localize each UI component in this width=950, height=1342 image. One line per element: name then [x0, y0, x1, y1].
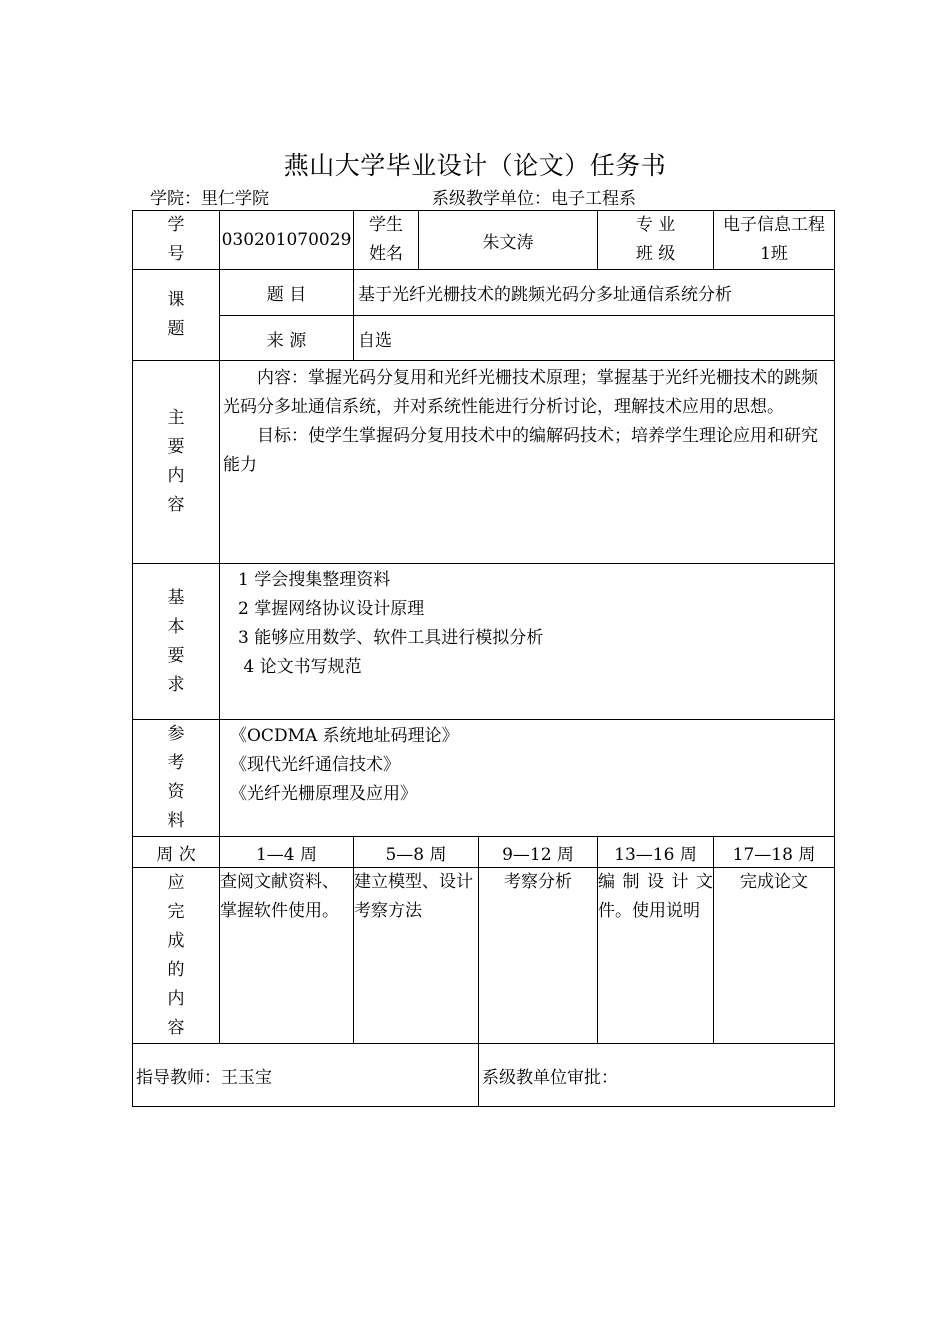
main-content-row	[133, 361, 835, 564]
references-list	[220, 720, 834, 809]
department-approval: 系级教单位审批：	[479, 1044, 835, 1107]
week-1-4: 1—4 周	[220, 837, 354, 868]
task-weeks-1-4: 查阅文献资料、掌握软件使用。	[220, 868, 354, 1044]
references-row	[133, 720, 835, 837]
signature-row	[133, 1044, 835, 1107]
student-id-value: 030201070029	[220, 211, 354, 270]
college-info: 学院：里仁学院	[150, 189, 269, 209]
topic-section-label: 课 题	[133, 270, 220, 361]
major-class-label: 专 业 班 级	[598, 211, 714, 270]
topic-title-value: 基于光纤光栅技术的跳频光码分多址通信系统分析	[354, 270, 835, 316]
content-cell	[220, 361, 835, 564]
list-item: 《现代光纤通信技术》	[230, 755, 400, 775]
content-paragraph: 内容：掌握光码分复用和光纤光栅技术原理；掌握基于光纤光栅技术的跳频光码分多址通信系统，并对系统性能进行分析讨论，理解技术应用的思想。	[223, 368, 818, 417]
requirements-cell	[220, 564, 835, 720]
goal-paragraph: 目标：使学生掌握码分复用技术中的编解码技术；培养学生理论应用和研究能力	[223, 426, 818, 475]
requirements-list	[220, 564, 834, 682]
week-header-row	[133, 837, 835, 868]
list-item: 《OCDMA 系统地址码理论》	[230, 726, 459, 746]
student-id-label: 学 号	[133, 211, 220, 270]
topic-source-label: 来 源	[220, 316, 354, 361]
topic-title-row	[133, 270, 835, 316]
task-weeks-17-18: 完成论文	[714, 868, 835, 1044]
tasks-section-label: 应 完 成 的 内 容	[133, 868, 220, 1044]
task-weeks-5-8: 建立模型、设计考察方法	[354, 868, 479, 1044]
department-info: 系级教学单位：电子工程系	[432, 189, 636, 209]
week-5-8: 5—8 周	[354, 837, 479, 868]
requirements-section-label: 基 本 要 求	[133, 564, 220, 720]
list-item: 2 掌握网络协议设计原理	[238, 599, 425, 619]
list-item: 1 学会搜集整理资料	[238, 570, 391, 590]
week-label: 周 次	[133, 837, 220, 868]
week-17-18: 17—18 周	[714, 837, 835, 868]
page-title: 燕山大学毕业设计（论文）任务书	[283, 151, 667, 180]
topic-source-row	[133, 316, 835, 361]
topic-source-value: 自选	[354, 316, 835, 361]
list-item: 4 论文书写规范	[238, 657, 362, 677]
references-section-label: 参 考 资 料	[133, 720, 220, 837]
content-section-label: 主 要 内 容	[133, 361, 220, 564]
task-weeks-9-12: 考察分析	[479, 868, 598, 1044]
major-class-value: 电子信息工程 1班	[714, 211, 835, 270]
week-13-16: 13—16 周	[598, 837, 714, 868]
student-name-label: 学生 姓名	[354, 211, 419, 270]
topic-title-label: 题 目	[220, 270, 354, 316]
references-cell	[220, 720, 835, 837]
task-table	[132, 210, 835, 1107]
advisor-signature: 指导教师：王玉宝	[133, 1044, 479, 1107]
student-info-row	[133, 211, 835, 270]
student-name-value: 朱文涛	[419, 211, 598, 270]
task-weeks-13-16: 编制设计文件。使用说明	[598, 868, 714, 1044]
list-item: 3 能够应用数学、软件工具进行模拟分析	[238, 628, 544, 648]
week-9-12: 9—12 周	[479, 837, 598, 868]
requirements-row	[133, 564, 835, 720]
tasks-row	[133, 868, 835, 1044]
list-item: 《光纤光栅原理及应用》	[230, 784, 417, 804]
